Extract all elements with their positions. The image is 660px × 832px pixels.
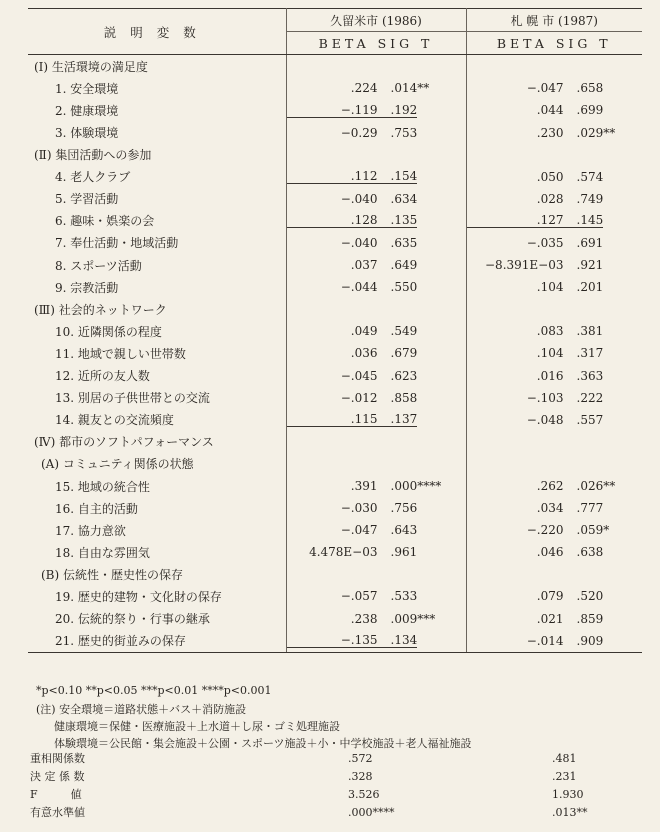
table-row [28, 387, 642, 409]
sapporo-cell [466, 232, 642, 254]
sapporo-cell [466, 254, 642, 276]
stat-row [30, 804, 642, 822]
sig-value: .145 [576, 213, 604, 228]
sapporo-cell [466, 409, 642, 431]
kurume-cell [286, 320, 466, 342]
sig-value: .317 [576, 346, 604, 361]
beta-value: .115 [350, 412, 378, 427]
kurume-cell [286, 630, 466, 653]
stat-kurume: .000**** [348, 806, 395, 819]
header-kurume-beta-sig: BETA SIG T [286, 32, 466, 55]
table-row [28, 166, 642, 188]
stat-label: 決 定 係 数 [30, 770, 85, 783]
sig-value: .909 [576, 633, 604, 648]
beta-value: .112 [350, 169, 378, 184]
sapporo-cell [466, 77, 642, 99]
kurume-cell [286, 298, 466, 320]
sig-value: .059* [576, 523, 610, 538]
sapporo-cell [466, 519, 642, 541]
table-row [28, 630, 642, 653]
sig-value: .557 [576, 412, 604, 427]
kurume-cell [286, 608, 466, 630]
sig-value: .201 [576, 280, 604, 295]
sapporo-cell [466, 431, 642, 453]
beta-value: −.135 [340, 633, 378, 648]
section-row [28, 144, 642, 166]
table-row [28, 320, 642, 342]
beta-value: .079 [536, 589, 564, 604]
variable-label: 12. 近所の友人数 [28, 365, 286, 387]
kurume-cell [286, 232, 466, 254]
note-line: 体験環境＝公民館・集会施設＋公園・スポーツ施設＋小・中学校施設＋老人福祉施設 [54, 737, 472, 750]
beta-value: −.047 [340, 523, 378, 538]
sig-value: .623 [390, 368, 418, 383]
sig-value: .029** [576, 125, 616, 140]
sig-value: .549 [390, 324, 418, 339]
sapporo-cell [466, 99, 642, 121]
variable-label: 11. 地域で親しい世帯数 [28, 342, 286, 364]
header-variable-label: 説明変数 [28, 9, 286, 55]
kurume-cell [286, 77, 466, 99]
section-row [28, 55, 642, 78]
table-row [28, 541, 642, 563]
beta-value: −.040 [340, 235, 378, 250]
sapporo-cell [466, 475, 642, 497]
sig-value: .192 [390, 102, 418, 117]
table-row [28, 77, 642, 99]
variable-label: 19. 歴史的建物・文化財の保存 [28, 585, 286, 607]
kurume-cell [286, 431, 466, 453]
sapporo-cell [466, 342, 642, 364]
sig-value: .026** [576, 479, 616, 494]
section-label: (Ⅱ) 集団活動への参加 [28, 144, 286, 166]
beta-value: −.044 [340, 280, 378, 295]
sig-value: .634 [390, 191, 418, 206]
sapporo-cell [466, 608, 642, 630]
stat-row [30, 750, 642, 768]
variable-label: 21. 歴史的街並みの保存 [28, 630, 286, 653]
stat-sapporo: .013** [552, 806, 588, 819]
sig-value: .679 [390, 346, 418, 361]
section-label: (B) 伝統性・歴史性の保存 [28, 563, 286, 585]
kurume-cell [286, 497, 466, 519]
table-row [28, 121, 642, 143]
table-row [28, 519, 642, 541]
kurume-cell [286, 55, 466, 78]
sig-value: .520 [576, 589, 604, 604]
beta-value: .224 [350, 81, 378, 96]
beta-value: .391 [350, 479, 378, 494]
beta-value: .046 [536, 545, 564, 560]
value-pair [287, 213, 418, 228]
sig-value: .961 [390, 545, 418, 560]
sig-value: .550 [390, 280, 418, 295]
stat-kurume: 3.526 [348, 788, 380, 801]
stat-sapporo: .231 [552, 770, 577, 783]
sapporo-cell [466, 121, 642, 143]
table-row [28, 365, 642, 387]
beta-value: −.035 [526, 235, 564, 250]
sig-value: .858 [390, 390, 418, 405]
beta-value: −.012 [340, 390, 378, 405]
sig-value: .363 [576, 368, 604, 383]
beta-value: −.103 [526, 390, 564, 405]
kurume-cell [286, 210, 466, 232]
beta-value: .037 [350, 258, 378, 273]
stat-row [30, 768, 642, 786]
variable-label: 16. 自主的活動 [28, 497, 286, 519]
kurume-cell [286, 541, 466, 563]
variable-label: 18. 自由な雰囲気 [28, 541, 286, 563]
header-sapporo-beta-sig: BETA SIG T [466, 32, 642, 55]
kurume-cell [286, 563, 466, 585]
sapporo-cell [466, 365, 642, 387]
beta-value: .104 [536, 280, 564, 295]
summary-statistics [30, 750, 642, 822]
beta-value: −.045 [340, 368, 378, 383]
variable-label: 2. 健康環境 [28, 99, 286, 121]
kurume-cell [286, 453, 466, 475]
table-row [28, 232, 642, 254]
beta-value: −.220 [526, 523, 564, 538]
kurume-cell [286, 365, 466, 387]
kurume-cell [286, 254, 466, 276]
beta-value: .104 [536, 346, 564, 361]
table-row [28, 608, 642, 630]
kurume-cell [286, 144, 466, 166]
sig-value: .635 [390, 235, 418, 250]
beta-value: .036 [350, 346, 378, 361]
value-pair [287, 412, 418, 427]
notes [36, 682, 472, 752]
beta-value: 4.478E−03 [309, 545, 378, 560]
section-label: (Ⅰ) 生活環境の満足度 [28, 55, 286, 78]
variable-label: 4. 老人クラブ [28, 166, 286, 188]
sapporo-cell [466, 298, 642, 320]
beta-value: .034 [536, 501, 564, 516]
sapporo-cell [466, 210, 642, 232]
sig-value: .859 [576, 611, 604, 626]
sig-value: .137 [390, 412, 418, 427]
sapporo-cell [466, 144, 642, 166]
variable-label: 17. 協力意欲 [28, 519, 286, 541]
header-row [28, 9, 642, 32]
kurume-cell [286, 585, 466, 607]
kurume-cell [286, 276, 466, 298]
sig-value: .921 [576, 258, 604, 273]
sapporo-cell [466, 387, 642, 409]
sapporo-cell [466, 320, 642, 342]
header-kurume: 久留米市 (1986) [286, 9, 466, 32]
beta-value: .127 [536, 213, 564, 228]
beta-value: .262 [536, 479, 564, 494]
sig-value: .777 [576, 501, 604, 516]
section-label: (A) コミュニティ関係の状態 [28, 453, 286, 475]
variable-label: 10. 近隣関係の程度 [28, 320, 286, 342]
sig-value: .000**** [390, 479, 442, 494]
kurume-cell [286, 387, 466, 409]
beta-value: −0.29 [340, 125, 378, 140]
beta-value: .044 [536, 103, 564, 118]
sig-value: .691 [576, 235, 604, 250]
section-label: (Ⅲ) 社会的ネットワーク [28, 298, 286, 320]
beta-value: −.047 [526, 81, 564, 96]
sig-value: .749 [576, 191, 604, 206]
sapporo-cell [466, 497, 642, 519]
table-row [28, 409, 642, 431]
kurume-cell [286, 166, 466, 188]
kurume-cell [286, 188, 466, 210]
beta-value: −.040 [340, 191, 378, 206]
sig-value: .753 [390, 125, 418, 140]
sapporo-cell [466, 630, 642, 653]
sapporo-cell [466, 188, 642, 210]
section-row [28, 431, 642, 453]
sig-value: .533 [390, 589, 418, 604]
table-row [28, 99, 642, 121]
variable-label: 1. 安全環境 [28, 77, 286, 99]
stat-kurume: .572 [348, 752, 373, 765]
beta-value: −.057 [340, 589, 378, 604]
variable-label: 8. スポーツ活動 [28, 254, 286, 276]
value-pair [287, 633, 418, 648]
beta-value: −.014 [526, 633, 564, 648]
variable-label: 3. 体験環境 [28, 121, 286, 143]
beta-value: .238 [350, 611, 378, 626]
table-row [28, 342, 642, 364]
beta-value: .050 [536, 169, 564, 184]
sig-value: .658 [576, 81, 604, 96]
section-label: (Ⅳ) 都市のソフトパフォーマンス [28, 431, 286, 453]
beta-value: .230 [536, 125, 564, 140]
header-sapporo: 札 幌 市 (1987) [466, 9, 642, 32]
sig-value: .643 [390, 523, 418, 538]
sig-value: .009*** [390, 611, 436, 626]
sig-value: .014** [390, 81, 430, 96]
beta-value: .083 [536, 324, 564, 339]
kurume-cell [286, 99, 466, 121]
kurume-cell [286, 475, 466, 497]
table-row [28, 254, 642, 276]
value-pair [467, 213, 604, 228]
kurume-cell [286, 342, 466, 364]
sapporo-cell [466, 453, 642, 475]
variable-label: 13. 別居の子供世帯との交流 [28, 387, 286, 409]
beta-value: .021 [536, 611, 564, 626]
beta-value: −.030 [340, 501, 378, 516]
table-row [28, 276, 642, 298]
significance-legend: *p<0.10 **p<0.05 ***p<0.01 ****p<0.001 [36, 684, 272, 697]
variable-label: 5. 学習活動 [28, 188, 286, 210]
variable-label: 15. 地域の統合性 [28, 475, 286, 497]
variable-label: 20. 伝統的祭り・行事の継承 [28, 608, 286, 630]
note-line: 健康環境＝保健・医療施設＋上水道＋し尿・ゴミ処理施設 [54, 720, 340, 733]
sig-value: .134 [390, 633, 418, 648]
table-row [28, 497, 642, 519]
sig-value: .574 [576, 169, 604, 184]
table-row [28, 210, 642, 232]
beta-value: .016 [536, 368, 564, 383]
sapporo-cell [466, 585, 642, 607]
sapporo-cell [466, 563, 642, 585]
sig-value: .756 [390, 501, 418, 516]
section-row [28, 453, 642, 475]
sig-value: .222 [576, 390, 604, 405]
sig-value: .135 [390, 213, 418, 228]
regression-table [28, 8, 642, 653]
table-row [28, 585, 642, 607]
beta-value: .028 [536, 191, 564, 206]
beta-value: .049 [350, 324, 378, 339]
value-pair [287, 103, 418, 118]
note-line: (注) 安全環境＝道路状態＋バス＋消防施設 [36, 703, 247, 716]
sapporo-cell [466, 276, 642, 298]
sig-value: .381 [576, 324, 604, 339]
variable-label: 6. 趣味・娯楽の会 [28, 210, 286, 232]
value-pair [287, 169, 418, 184]
table-row [28, 475, 642, 497]
section-row [28, 298, 642, 320]
sig-value: .649 [390, 258, 418, 273]
variable-label: 14. 親友との交流頻度 [28, 409, 286, 431]
sig-value: .638 [576, 545, 604, 560]
beta-value: −.048 [526, 412, 564, 427]
variable-label: 9. 宗教活動 [28, 276, 286, 298]
sapporo-cell [466, 541, 642, 563]
kurume-cell [286, 519, 466, 541]
sig-value: .154 [390, 169, 418, 184]
table-row [28, 188, 642, 210]
stat-sapporo: .481 [552, 752, 577, 765]
sapporo-cell [466, 166, 642, 188]
kurume-cell [286, 121, 466, 143]
beta-value: −8.391E−03 [485, 258, 564, 273]
stat-label: F 値 [30, 788, 82, 801]
beta-value: −.119 [340, 102, 378, 117]
kurume-cell [286, 409, 466, 431]
stat-label: 重相関係数 [30, 752, 85, 765]
variable-label: 7. 奉仕活動・地域活動 [28, 232, 286, 254]
stat-label: 有意水準値 [30, 806, 85, 819]
stat-kurume: .328 [348, 770, 373, 783]
sig-value: .699 [576, 103, 604, 118]
beta-value: .128 [350, 213, 378, 228]
stat-sapporo: 1.930 [552, 788, 584, 801]
sapporo-cell [466, 55, 642, 78]
stat-row [30, 786, 642, 804]
section-row [28, 563, 642, 585]
